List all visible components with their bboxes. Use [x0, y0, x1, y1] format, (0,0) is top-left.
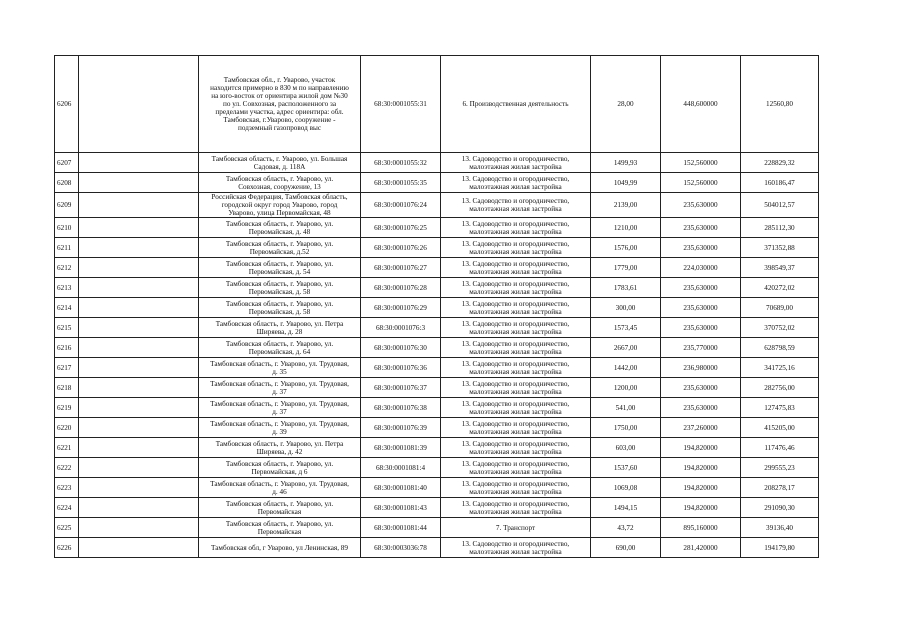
- cadastral-value-cell: 398549,37: [741, 258, 819, 278]
- cadastral-number-cell: 68:30:0001076:3: [361, 318, 441, 338]
- specific-value-cell: 895,160000: [661, 518, 741, 538]
- table-row: [55, 318, 819, 338]
- cadastral-number-cell: 68:30:0001055:35: [361, 173, 441, 193]
- cadastral-value-cell: 282756,00: [741, 378, 819, 398]
- land-use-cell: 6. Производственная деятельность: [441, 56, 591, 153]
- area-cell: 1779,00: [591, 258, 661, 278]
- address-cell: Тамбовская обл., г. Уварово, участок находится примерно в 830 м по направлению на юго-восток от ориентира жилой дом №30 по ул. Совхозная, расположенного за пределами участка, адрес ориентира: обл. Тамбовская, г.Уварово, сооружение - подземный газопровод выс: [199, 56, 361, 153]
- table-row: [55, 518, 819, 538]
- specific-value-cell: 194,820000: [661, 478, 741, 498]
- row-number: 6207: [55, 153, 79, 173]
- area-cell: 1200,00: [591, 378, 661, 398]
- address-cell: Тамбовская область, г. Уварово, ул. Петра Ширяева, д. 42: [199, 438, 361, 458]
- area-cell: 1573,45: [591, 318, 661, 338]
- land-use-cell: 13. Садоводство и огородничество, малоэтажная жилая застройка: [441, 398, 591, 418]
- cadastral-number-cell: 68:30:0001076:36: [361, 358, 441, 378]
- land-use-cell: 13. Садоводство и огородничество, малоэтажная жилая застройка: [441, 318, 591, 338]
- cadastral-value-cell: 194179,80: [741, 538, 819, 558]
- empty-cell: [79, 56, 199, 153]
- table-row: [55, 438, 819, 458]
- area-cell: 1576,00: [591, 238, 661, 258]
- land-use-cell: 7. Транспорт: [441, 518, 591, 538]
- cadastral-number-cell: 68:30:0001076:24: [361, 193, 441, 218]
- land-use-cell: 13. Садоводство и огородничество, малоэтажная жилая застройка: [441, 478, 591, 498]
- land-use-cell: 13. Садоводство и огородничество, малоэтажная жилая застройка: [441, 258, 591, 278]
- area-cell: 1049,99: [591, 173, 661, 193]
- cadastral-value-cell: 628798,59: [741, 338, 819, 358]
- specific-value-cell: 194,820000: [661, 438, 741, 458]
- table-row: [55, 398, 819, 418]
- cadastral-number-cell: 68:30:0001081:44: [361, 518, 441, 538]
- cadastral-value-cell: 117476,46: [741, 438, 819, 458]
- row-number: 6210: [55, 218, 79, 238]
- specific-value-cell: 235,630000: [661, 238, 741, 258]
- empty-cell: [79, 278, 199, 298]
- empty-cell: [79, 238, 199, 258]
- empty-cell: [79, 498, 199, 518]
- empty-cell: [79, 218, 199, 238]
- area-cell: 300,00: [591, 298, 661, 318]
- empty-cell: [79, 478, 199, 498]
- table-row: [55, 298, 819, 318]
- specific-value-cell: 224,030000: [661, 258, 741, 278]
- row-number: 6216: [55, 338, 79, 358]
- table-row: [55, 193, 819, 218]
- cadastral-number-cell: 68:30:0001076:28: [361, 278, 441, 298]
- address-cell: Тамбовская область, г. Уварово, ул. Первомайская, д. 64: [199, 338, 361, 358]
- empty-cell: [79, 438, 199, 458]
- land-use-cell: 13. Садоводство и огородничество, малоэтажная жилая застройка: [441, 298, 591, 318]
- table-row: [55, 153, 819, 173]
- area-cell: 690,00: [591, 538, 661, 558]
- area-cell: 1494,15: [591, 498, 661, 518]
- row-number: 6219: [55, 398, 79, 418]
- address-cell: Тамбовская область, г. Уварово, ул. Трудовая, д. 37: [199, 378, 361, 398]
- empty-cell: [79, 358, 199, 378]
- table-row: [55, 173, 819, 193]
- empty-cell: [79, 398, 199, 418]
- cadastral-value-cell: 70689,00: [741, 298, 819, 318]
- land-use-cell: 13. Садоводство и огородничество, малоэтажная жилая застройка: [441, 153, 591, 173]
- empty-cell: [79, 538, 199, 558]
- address-cell: Тамбовская область, г. Уварово, ул. Большая Садовая, д. 118А: [199, 153, 361, 173]
- table-body: [55, 56, 819, 558]
- empty-cell: [79, 153, 199, 173]
- cadastral-value-cell: 291090,30: [741, 498, 819, 518]
- address-cell: Тамбовская область, г. Уварово, ул. Петра Ширяева, д. 28: [199, 318, 361, 338]
- specific-value-cell: 236,980000: [661, 358, 741, 378]
- land-use-cell: 13. Садоводство и огородничество, малоэтажная жилая застройка: [441, 498, 591, 518]
- row-number: 6208: [55, 173, 79, 193]
- specific-value-cell: 235,630000: [661, 193, 741, 218]
- area-cell: 2139,00: [591, 193, 661, 218]
- empty-cell: [79, 318, 199, 338]
- specific-value-cell: 235,630000: [661, 398, 741, 418]
- land-use-cell: 13. Садоводство и огородничество, малоэтажная жилая застройка: [441, 193, 591, 218]
- row-number: 6212: [55, 258, 79, 278]
- empty-cell: [79, 173, 199, 193]
- row-number: 6223: [55, 478, 79, 498]
- specific-value-cell: 194,820000: [661, 498, 741, 518]
- empty-cell: [79, 193, 199, 218]
- cadastral-number-cell: 68:30:0001076:39: [361, 418, 441, 438]
- cadastral-value-cell: 39136,40: [741, 518, 819, 538]
- specific-value-cell: 281,420000: [661, 538, 741, 558]
- table-row: [55, 338, 819, 358]
- row-number: 6213: [55, 278, 79, 298]
- cadastral-value-cell: 504012,57: [741, 193, 819, 218]
- specific-value-cell: 235,630000: [661, 378, 741, 398]
- land-use-cell: 13. Садоводство и огородничество, малоэтажная жилая застройка: [441, 278, 591, 298]
- cadastral-number-cell: 68:30:0001076:25: [361, 218, 441, 238]
- specific-value-cell: 237,260000: [661, 418, 741, 438]
- table-row: [55, 538, 819, 558]
- row-number: 6206: [55, 56, 79, 153]
- specific-value-cell: 194,820000: [661, 458, 741, 478]
- land-use-cell: 13. Садоводство и огородничество, малоэтажная жилая застройка: [441, 378, 591, 398]
- cadastral-number-cell: 68:30:0001081:43: [361, 498, 441, 518]
- cadastral-number-cell: 68:30:0001076:30: [361, 338, 441, 358]
- specific-value-cell: 235,630000: [661, 318, 741, 338]
- area-cell: 1783,61: [591, 278, 661, 298]
- area-cell: 1499,93: [591, 153, 661, 173]
- land-use-cell: 13. Садоводство и огородничество, малоэтажная жилая застройка: [441, 338, 591, 358]
- area-cell: 541,00: [591, 398, 661, 418]
- area-cell: 1442,00: [591, 358, 661, 378]
- cadastral-number-cell: 68:30:0001076:27: [361, 258, 441, 278]
- specific-value-cell: 152,560000: [661, 173, 741, 193]
- empty-cell: [79, 378, 199, 398]
- cadastral-number-cell: 68:30:0001076:38: [361, 398, 441, 418]
- cadastral-number-cell: 68:30:0001076:29: [361, 298, 441, 318]
- area-cell: 1069,08: [591, 478, 661, 498]
- address-cell: Тамбовская область, г. Уварово, ул. Первомайская: [199, 498, 361, 518]
- specific-value-cell: 448,600000: [661, 56, 741, 153]
- address-cell: Тамбовская область, г. Уварово, ул. Первомайская, д. 58: [199, 278, 361, 298]
- cadastral-value-table: [54, 55, 819, 558]
- cadastral-number-cell: 68:30:0001055:32: [361, 153, 441, 173]
- empty-cell: [79, 518, 199, 538]
- cadastral-value-cell: 127475,83: [741, 398, 819, 418]
- row-number: 6220: [55, 418, 79, 438]
- row-number: 6211: [55, 238, 79, 258]
- cadastral-value-cell: 415205,00: [741, 418, 819, 438]
- address-cell: Тамбовская область, г. Уварово, ул. Совхозная, сооружение, 13: [199, 173, 361, 193]
- cadastral-number-cell: 68:30:0001076:37: [361, 378, 441, 398]
- empty-cell: [79, 418, 199, 438]
- table-row: [55, 358, 819, 378]
- land-use-cell: 13. Садоводство и огородничество, малоэтажная жилая застройка: [441, 238, 591, 258]
- row-number: 6215: [55, 318, 79, 338]
- table-row: [55, 458, 819, 478]
- specific-value-cell: 235,770000: [661, 338, 741, 358]
- land-use-cell: 13. Садоводство и огородничество, малоэтажная жилая застройка: [441, 218, 591, 238]
- address-cell: Российская Федерация, Тамбовская область, городской округ город Уварово, город Уварово, улица Первомайская, 48: [199, 193, 361, 218]
- row-number: 6222: [55, 458, 79, 478]
- cadastral-value-cell: 299555,23: [741, 458, 819, 478]
- area-cell: 43,72: [591, 518, 661, 538]
- land-use-cell: 13. Садоводство и огородничество, малоэтажная жилая застройка: [441, 418, 591, 438]
- cadastral-value-cell: 228829,32: [741, 153, 819, 173]
- cadastral-value-cell: 160186,47: [741, 173, 819, 193]
- address-cell: Тамбовская область, г. Уварово, ул. Первомайская, д. 48: [199, 218, 361, 238]
- cadastral-value-cell: 370752,02: [741, 318, 819, 338]
- row-number: 6209: [55, 193, 79, 218]
- row-number: 6225: [55, 518, 79, 538]
- cadastral-value-cell: 341725,16: [741, 358, 819, 378]
- table-row: [55, 238, 819, 258]
- table-row: [55, 378, 819, 398]
- table-row: [55, 218, 819, 238]
- address-cell: Тамбовская область, г. Уварово, ул. Первомайская, д. 58: [199, 298, 361, 318]
- cadastral-number-cell: 68:30:0001081:40: [361, 478, 441, 498]
- address-cell: Тамбовская область, г. Уварово, ул. Первомайская, д. 54: [199, 258, 361, 278]
- cadastral-number-cell: 68:30:0003036:78: [361, 538, 441, 558]
- area-cell: 2667,00: [591, 338, 661, 358]
- row-number: 6226: [55, 538, 79, 558]
- specific-value-cell: 235,630000: [661, 278, 741, 298]
- table-row: [55, 478, 819, 498]
- row-number: 6221: [55, 438, 79, 458]
- land-use-cell: 13. Садоводство и огородничество, малоэтажная жилая застройка: [441, 458, 591, 478]
- row-number: 6214: [55, 298, 79, 318]
- land-use-cell: 13. Садоводство и огородничество, малоэтажная жилая застройка: [441, 173, 591, 193]
- address-cell: Тамбовская обл, г Уварово, ул Ленинская, 89: [199, 538, 361, 558]
- land-use-cell: 13. Садоводство и огородничество, малоэтажная жилая застройка: [441, 538, 591, 558]
- empty-cell: [79, 258, 199, 278]
- area-cell: 603,00: [591, 438, 661, 458]
- address-cell: Тамбовская область, г. Уварово, ул. Первомайская: [199, 518, 361, 538]
- land-use-cell: 13. Садоводство и огородничество, малоэтажная жилая застройка: [441, 438, 591, 458]
- cadastral-value-cell: 208278,17: [741, 478, 819, 498]
- cadastral-number-cell: 68:30:0001076:26: [361, 238, 441, 258]
- table-row: [55, 278, 819, 298]
- cadastral-number-cell: 68:30:0001055:31: [361, 56, 441, 153]
- empty-cell: [79, 458, 199, 478]
- cadastral-value-cell: 12560,80: [741, 56, 819, 153]
- address-cell: Тамбовская область, г. Уварово, ул. Трудовая, д. 35: [199, 358, 361, 378]
- table-row: [55, 498, 819, 518]
- area-cell: 1537,60: [591, 458, 661, 478]
- table-row: [55, 418, 819, 438]
- table-row: [55, 56, 819, 153]
- address-cell: Тамбовская область, г. Уварово, ул. Первомайская, д 6: [199, 458, 361, 478]
- address-cell: Тамбовская область, г. Уварово, ул. Первомайская, д.52: [199, 238, 361, 258]
- cadastral-number-cell: 68:30:0001081:4: [361, 458, 441, 478]
- specific-value-cell: 235,630000: [661, 298, 741, 318]
- specific-value-cell: 235,630000: [661, 218, 741, 238]
- empty-cell: [79, 298, 199, 318]
- area-cell: 1750,00: [591, 418, 661, 438]
- address-cell: Тамбовская область, г. Уварово, ул. Трудовая, д. 37: [199, 398, 361, 418]
- cadastral-value-cell: 420272,02: [741, 278, 819, 298]
- specific-value-cell: 152,560000: [661, 153, 741, 173]
- table-row: [55, 258, 819, 278]
- cadastral-number-cell: 68:30:0001081:39: [361, 438, 441, 458]
- row-number: 6224: [55, 498, 79, 518]
- cadastral-value-cell: 371352,88: [741, 238, 819, 258]
- area-cell: 1210,00: [591, 218, 661, 238]
- land-use-cell: 13. Садоводство и огородничество, малоэтажная жилая застройка: [441, 358, 591, 378]
- row-number: 6218: [55, 378, 79, 398]
- cadastral-value-cell: 285112,30: [741, 218, 819, 238]
- area-cell: 28,00: [591, 56, 661, 153]
- address-cell: Тамбовская область, г. Уварово, ул. Трудовая, д. 39: [199, 418, 361, 438]
- empty-cell: [79, 338, 199, 358]
- address-cell: Тамбовская область, г. Уварово, ул. Трудовая, д. 46: [199, 478, 361, 498]
- row-number: 6217: [55, 358, 79, 378]
